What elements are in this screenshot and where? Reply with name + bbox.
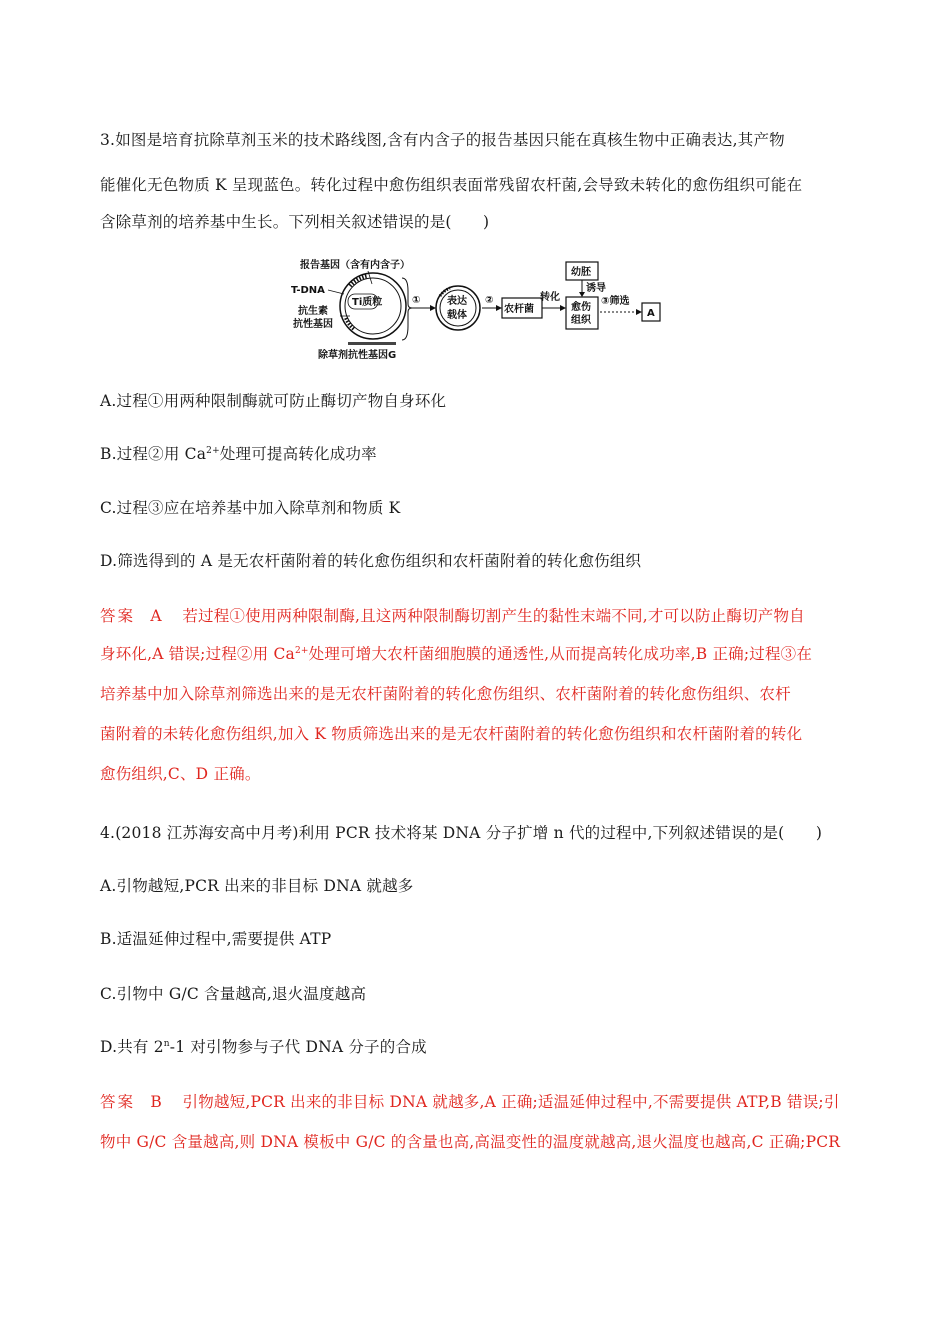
step-1-label: ① <box>412 295 421 306</box>
q3-technology-route-diagram <box>288 256 678 366</box>
q4-stem: 4.(2018 江苏海安高中月考)利用 PCR 技术将某 DNA 分子扩增 n 代的过程中,下列叙述错误的是( ) <box>100 824 823 842</box>
q3-option-d: D.筛选得到的 A 是无农杆菌附着的转化愈伤组织和农杆菌附着的转化愈伤组织 <box>100 552 642 570</box>
transform-label: 转化 <box>540 292 560 303</box>
q4-option-a: A.引物越短,PCR 出来的非目标 DNA 就越多 <box>100 877 414 895</box>
vector-label-2: 载体 <box>447 310 467 321</box>
q3-stem-line-1: 3.如图是培育抗除草剂玉米的技术路线图,含有内含子的报告基因只能在真核生物中正确表达,其产物 <box>100 131 785 149</box>
answer-label: 答案 <box>100 1093 136 1111</box>
expression-vector <box>436 286 480 330</box>
herbicide-gene-label: 除草剂抗性基因G <box>318 350 397 361</box>
q3-answer-line-1: 答案 A 若过程①使用两种限制酶,且这两种限制酶切割产生的黏性末端不同,才可以防止酶切产物自 <box>100 607 805 625</box>
q4-answer-line-2: 物中 G/C 含量越高,则 DNA 模板中 G/C 的含量也高,高温变性的温度就越高,退火温度也越高,C 正确;PCR <box>100 1133 841 1151</box>
report-gene-label: 报告基因（含有内含子） <box>300 260 410 271</box>
answer-label: 答案 <box>100 607 136 625</box>
antibiotic-label-2: 抗性基因 <box>293 319 333 330</box>
agrobacterium-label: 农杆菌 <box>504 304 534 315</box>
answer-choice: A <box>150 607 162 625</box>
q3-answer-line-5: 愈伤组织,C、D 正确。 <box>100 765 261 783</box>
q3-answer-line-3: 培养基中加入除草剂筛选出来的是无农杆菌附着的转化愈伤组织、农杆菌附着的转化愈伤组织、农杆 <box>100 685 791 703</box>
vector-label-1: 表达 <box>447 296 467 307</box>
ti-plasmid-label: Ti质粒 <box>352 297 383 308</box>
q3-answer-line-4: 菌附着的未转化愈伤组织,加入 K 物质筛选出来的是无农杆菌附着的转化愈伤组织和农杆菌附着的转化 <box>100 725 803 743</box>
step-2-label: ② <box>485 295 494 306</box>
callus-label-1: 愈伤 <box>571 302 591 313</box>
q3-option-a: A.过程①用两种限制酶就可防止酶切产物自身环化 <box>100 392 447 410</box>
q4-option-b: B.适温延伸过程中,需要提供 ATP <box>100 930 332 948</box>
q3-stem-line-3: 含除草剂的培养基中生长。下列相关叙述错误的是( ) <box>100 213 490 231</box>
answer-choice: B <box>150 1093 162 1111</box>
t-dna-label: T-DNA <box>291 285 325 296</box>
induce-label: 诱导 <box>586 283 606 294</box>
q3-option-c: C.过程③应在培养基中加入除草剂和物质 K <box>100 499 401 517</box>
callus-label-2: 组织 <box>571 315 591 326</box>
q4-answer-line-1: 答案 B 引物越短,PCR 出来的非目标 DNA 就越多,A 正确;适温延伸过程中,不需要提供 ATP,B 错误;引 <box>100 1093 840 1111</box>
result-a-label: A <box>647 308 655 319</box>
q3-stem-line-2: 能催化无色物质 K 呈现蓝色。转化过程中愈伤组织表面常残留农杆菌,会导致未转化的愈伤组织可能在 <box>100 176 803 194</box>
ti-plasmid <box>340 273 406 339</box>
q3-option-b: B.过程②用 $Ca^{2+}$处理可提高转化成功率 <box>100 445 377 463</box>
screen-label: ③筛选 <box>601 296 630 307</box>
q4-option-c: C.引物中 G/C 含量越高,退火温度越高 <box>100 985 367 1003</box>
q4-option-d: D.共有 2$^n$-1 对引物参与子代 DNA 分子的合成 <box>100 1038 427 1056</box>
antibiotic-label-1: 抗生素 <box>298 306 328 317</box>
embryo-label: 幼胚 <box>571 267 591 278</box>
q3-answer-line-2: 身环化,A 错误;过程②用 $Ca^{2+}$处理可增大农杆菌细胞膜的通透性,从而提高转化成功率,B 正确;过程③在 <box>100 645 813 663</box>
